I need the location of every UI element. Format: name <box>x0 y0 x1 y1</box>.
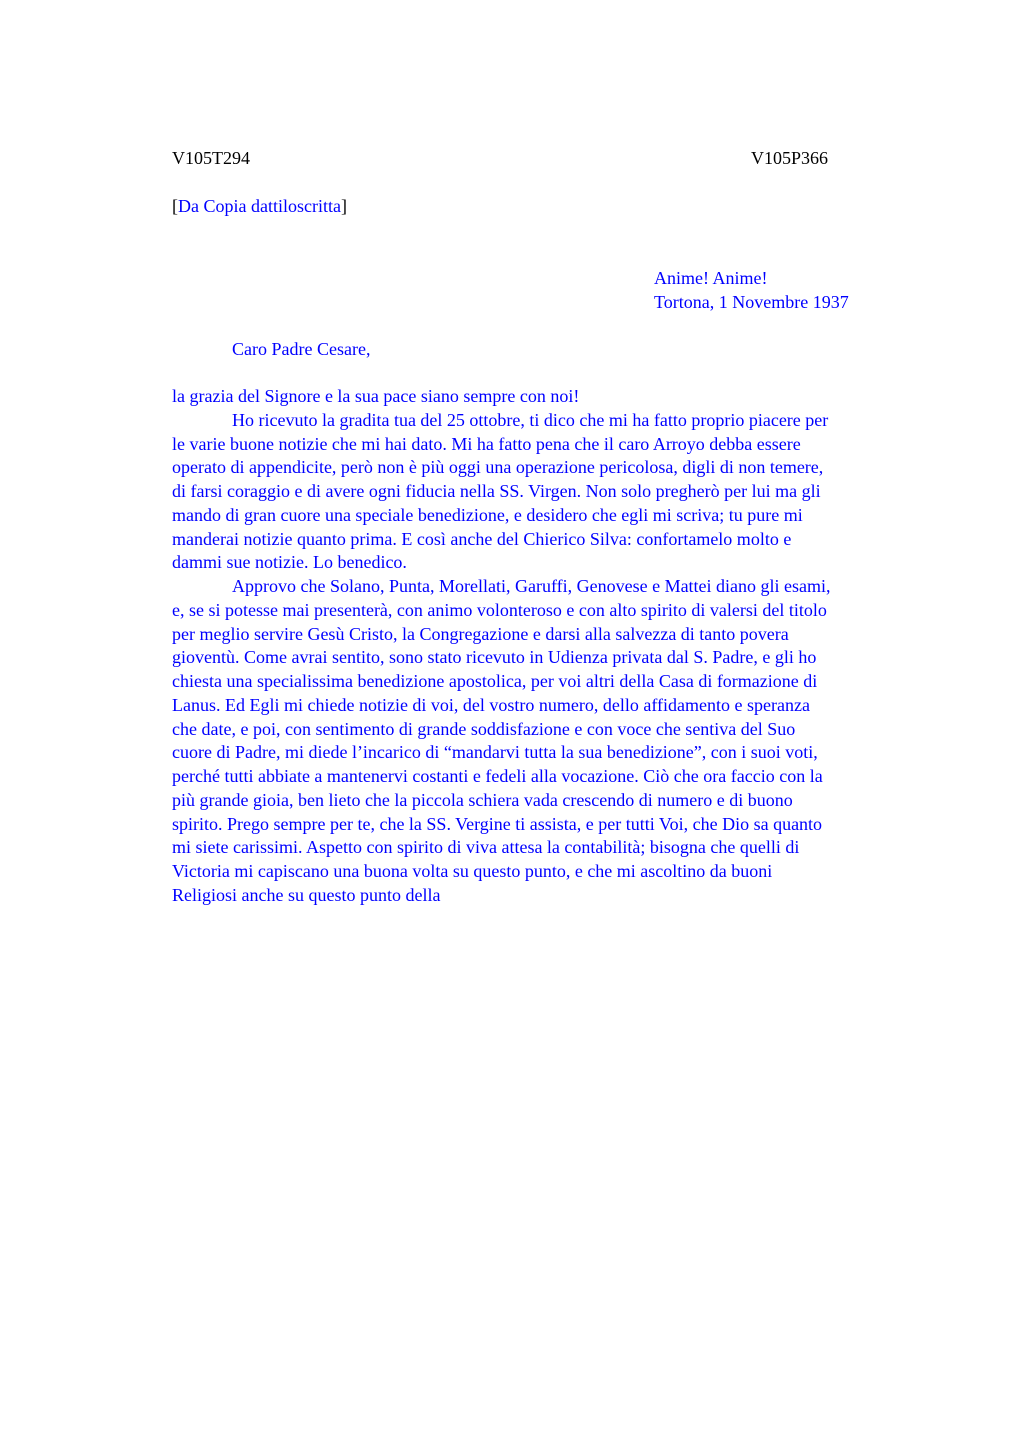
letter-place-date: Tortona, 1 Novembre 1937 <box>654 291 849 312</box>
body-line: Victoria mi capiscano una buona volta su questo punto, e che mi ascoltino da buoni <box>172 861 773 881</box>
body-line: cuore di Padre, mi diede l’incarico di “mandarvi tutta la sua benedizione”, con i suoi voti, <box>172 742 818 763</box>
body-line: chiesta una specialissima benedizione apostolica, per voi altri della Casa di formazione di <box>172 671 818 691</box>
letter-body <box>172 385 924 908</box>
document-reference-left: V105T294 <box>172 148 250 168</box>
body-line: la grazia del Signore e la sua pace siano sempre con noi! <box>172 386 580 406</box>
body-line: le varie buone notizie che mi hai dato. Mi ha fatto pena che il caro Arroyo debba essere <box>172 433 801 454</box>
body-line: manderai notizie quanto prima. E così anche del Chierico Silva: confortamelo molto e <box>172 528 792 549</box>
source-open-bracket: [ <box>172 196 178 216</box>
body-line: gioventù. Come avrai sentito, sono stato ricevuto in Udienza privata dal S. Padre, e gli ho <box>172 647 817 668</box>
body-line: mi siete carissimi. Aspetto con spirito di viva attesa la contabilità; bisogna che quelli di <box>172 837 800 858</box>
letter-motto: Anime! Anime! <box>654 268 768 288</box>
letter-heading <box>654 267 849 314</box>
body-line: più grande gioia, ben lieto che la piccola schiera vada crescendo di numero e di buono <box>172 789 793 810</box>
source-note <box>172 195 347 217</box>
body-line: dammi sue notizie. Lo benedico. <box>172 552 407 573</box>
body-line: di farsi coraggio e di avere ogni fiducia nella SS. Virgen. Non solo pregherò per lui ma gli <box>172 481 821 501</box>
body-line: Lanus. Ed Egli mi chiede notizie di voi, del vostro numero, dello affidamento e speranza <box>172 694 810 715</box>
body-line: mando di gran cuore una speciale benedizione, e desidero che egli mi scriva; tu pure mi <box>172 504 803 525</box>
source-close-bracket: ] <box>340 196 347 216</box>
body-line: e, se si potesse mai presenterà, con animo volonteroso e con alto spirito di valersi del titolo <box>172 599 827 620</box>
body-line: per meglio servire Gesù Cristo, la Congregazione e darsi alla salvezza di tanto povera <box>172 623 789 644</box>
body-line: perché tutti abbiate a mantenervi costanti e fedeli alla vocazione. Ciò che ora faccio con la <box>172 766 823 786</box>
body-line: spirito. Prego sempre per te, che la SS. Vergine ti assista, e per tutti Voi, che Dio sa quanto <box>172 813 823 834</box>
body-line: Ho ricevuto la gradita tua del 25 ottobre, ti dico che mi ha fatto proprio piacere per <box>232 409 829 430</box>
body-line: operato di appendicite, però non è più oggi una operazione pericolosa, digli di non temere, <box>172 457 824 478</box>
letter-salutation: Caro Padre Cesare, <box>232 339 371 359</box>
document-reference-right: V105P366 <box>751 148 829 168</box>
source-note-text: Da Copia dattiloscritta <box>178 196 341 216</box>
body-line: Religiosi anche su questo punto della <box>172 884 441 905</box>
body-line: che date, e poi, con sentimento di grande soddisfazione e con voce che sentiva del Suo <box>172 718 796 739</box>
body-line: Approvo che Solano, Punta, Morellati, Garuffi, Genovese e Mattei diano gli esami, <box>232 576 831 596</box>
